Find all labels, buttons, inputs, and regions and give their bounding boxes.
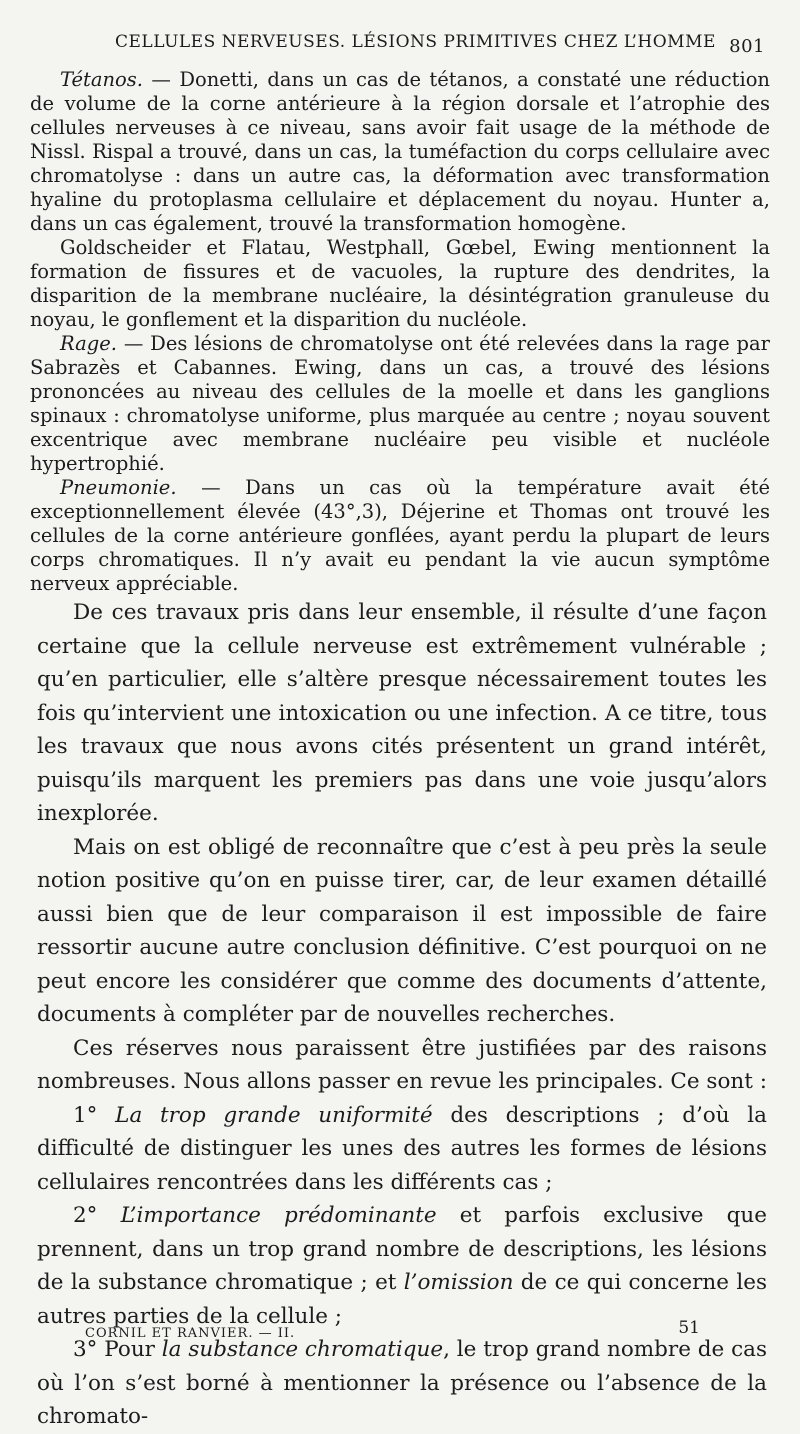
text-reserve: Mais on est obligé de reconnaître que c’est à peu près la seule notion positive qu’on en puisse tirer, car, de leur examen détaillé aussi bien que de leur comparaison il est impossible de faire ressortir aucune autre conclusion définitive. C’est pourquoi on ne peut encore les considérer que comme des documents d’attente, documents à compléter par de nouvelles recherches. bbox=[37, 834, 767, 1027]
signature-mark: CORNIL ET RANVIER. — II. bbox=[85, 1326, 296, 1341]
running-title: CELLULES NERVEUSES. LÉSIONS PRIMITIVES CHEZ L’HOMME bbox=[115, 32, 716, 52]
paragraph-pneumonie bbox=[30, 476, 770, 596]
text-tetanos: — Donetti, dans un cas de tétanos, a constaté une réduction de volume de la corne antérieure à la région dorsale et l’atrophie des cellules nerveuses à ce niveau, sans avoir fait usage de la méthode de Nissl. Rispal a trouvé, dans un cas, la tuméfaction du corps cellulaire avec chromatolyse : dans un autre cas, la déformation avec transformation hyaline du protoplasma cellulaire et déplacement du noyau. Hunter a, dans un cas également, trouvé la transformation homogène. bbox=[30, 68, 770, 235]
item-2-text-2: de ce qui concerne les autres parties de la cellule ; bbox=[37, 1270, 767, 1329]
item-3-emphasis: la substance chromatique bbox=[161, 1337, 444, 1362]
page-footer bbox=[85, 1318, 700, 1358]
lead-rage: Rage. bbox=[60, 332, 117, 355]
item-1-number: 1° bbox=[73, 1102, 116, 1128]
item-2-emphasis-2: l’omission bbox=[403, 1270, 514, 1295]
list-item-1 bbox=[37, 1099, 767, 1200]
running-header bbox=[115, 32, 765, 62]
lead-pneumonie: Pneumonie. bbox=[60, 476, 177, 499]
item-3-text-pre: Pour bbox=[104, 1337, 162, 1362]
paragraph-rage bbox=[30, 332, 770, 476]
main-text-section bbox=[37, 596, 767, 1434]
text-rage: — Des lésions de chromatolyse ont été relevées dans la rage par Sabrazès et Cabannes. Ewing, dans un cas, a trouvé des lésions prononcées au niveau des cellules de la moelle et dans les ganglions spinaux : chromatolyse uniforme, plus marquée au centre ; noyau souvent excentrique avec membrane nucléaire peu visible et nucléole hypertrophié. bbox=[30, 332, 770, 475]
signature-number: 51 bbox=[678, 1318, 700, 1338]
text-raisons: Ces réserves nous paraissent être justifiées par des raisons nombreuses. Nous allons passer en revue les principales. Ce sont : bbox=[37, 1035, 767, 1094]
paragraph-conclusion bbox=[37, 596, 767, 831]
paragraph-goldscheider bbox=[30, 236, 770, 332]
item-2-emphasis: L’importance prédominante bbox=[120, 1203, 437, 1228]
text-goldscheider: Goldscheider et Flatau, Westphall, Gœbel, Ewing mentionnent la formation de fissures et de vacuoles, la rupture des dendrites, la disparition de la membrane nucléaire, la désintégration granuleuse du noyau, le gonflement et la disparition du nucléole. bbox=[30, 236, 770, 331]
text-conclusion: De ces travaux pris dans leur ensemble, il résulte d’une façon certaine que la cellule nerveuse est extrêmement vulnérable ; qu’en particulier, elle s’altère presque nécessairement toutes les fois qu’intervient une intoxication ou une infection. A ce titre, tous les travaux que nous avons cités présentent un grand intérêt, puisqu’ils marquent les premiers pas dans une voie jusqu’alors inexplorée. bbox=[37, 600, 767, 826]
list-item-2 bbox=[37, 1199, 767, 1333]
item-2-text: et parfois exclusive que prennent, dans un trop grand nombre de descriptions, les lésions de la substance chromatique ; et bbox=[37, 1203, 767, 1295]
item-3-text: , le trop grand nombre de cas où l’on s’est borné à mentionner la présence ou l’absence de la chromato- bbox=[37, 1337, 768, 1429]
text-pneumonie: — Dans un cas où la température avait été exceptionnellement élevée (43°,3), Déjerine et Thomas ont trouvé les cellules de la corne antérieure gonflées, ayant perdu la plupart de leurs corps chromatiques. Il n’y avait eu pendant la vie aucun symptôme nerveux appréciable. bbox=[30, 476, 770, 595]
lead-tetanos: Tétanos. bbox=[60, 68, 143, 91]
item-2-number: 2° bbox=[73, 1203, 121, 1228]
item-1-text: des descriptions ; d’où la difficulté de distinguer les unes des autres les formes de lésions cellulaires rencontrées dans les différents cas ; bbox=[37, 1102, 768, 1195]
paragraph-raisons bbox=[37, 1032, 767, 1099]
paragraph-tetanos bbox=[30, 68, 770, 236]
paragraph-reserve bbox=[37, 831, 767, 1032]
item-3-number: 3° bbox=[73, 1337, 105, 1362]
small-print-section bbox=[30, 68, 770, 596]
page-number: 801 bbox=[729, 36, 765, 57]
item-1-emphasis: La trop grande uniformité bbox=[115, 1102, 433, 1128]
